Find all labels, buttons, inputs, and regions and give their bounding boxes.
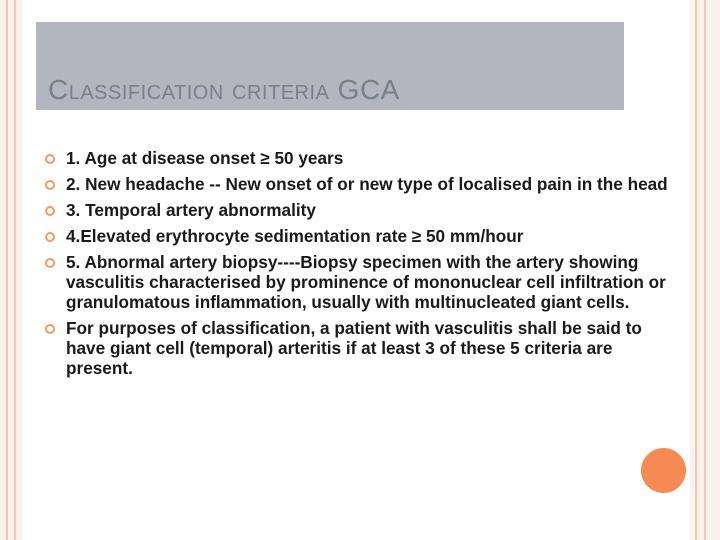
border-line bbox=[14, 0, 16, 540]
title-bar bbox=[36, 22, 624, 110]
list-item-text: 2. New headache -- New onset of or new type of localised pain in the head bbox=[66, 174, 668, 194]
border-line bbox=[6, 0, 8, 540]
bullet-icon bbox=[45, 258, 55, 268]
right-decorative-border bbox=[690, 0, 720, 540]
list-item-text: 3. Temporal artery abnormality bbox=[66, 200, 316, 220]
list-item-text: 4.Elevated erythrocyte sedimentation rate ≥ 50 mm/hour bbox=[66, 226, 524, 246]
border-line bbox=[704, 0, 706, 540]
bullet-icon bbox=[45, 154, 55, 164]
list-item bbox=[44, 318, 669, 378]
list-item bbox=[44, 226, 669, 246]
bullet-icon bbox=[45, 324, 55, 334]
bullet-icon bbox=[45, 206, 55, 216]
left-decorative-border bbox=[0, 0, 22, 540]
list-item bbox=[44, 200, 669, 220]
list-item-text: For purposes of classification, a patient with vasculitis shall be said to have giant cell (temporal) arteritis if at least 3 of these 5 criteria are present. bbox=[66, 318, 642, 378]
list-item bbox=[44, 174, 669, 194]
list-item-text: 5. Abnormal artery biopsy----Biopsy specimen with the artery showing vasculitis characterised by prominence of mononuclear cell infiltration or granulomatous inflammation, usually with multinucleated giant cells. bbox=[66, 252, 666, 312]
list-item-text: 1. Age at disease onset ≥ 50 years bbox=[66, 148, 344, 168]
slide-title: Classification criteria GCA bbox=[48, 74, 400, 105]
criteria-list bbox=[44, 148, 669, 384]
border-line bbox=[695, 0, 697, 540]
bullet-icon bbox=[45, 180, 55, 190]
list-item bbox=[44, 148, 669, 168]
bullet-icon bbox=[45, 232, 55, 242]
decorative-circle bbox=[641, 448, 686, 493]
list-item bbox=[44, 252, 669, 312]
